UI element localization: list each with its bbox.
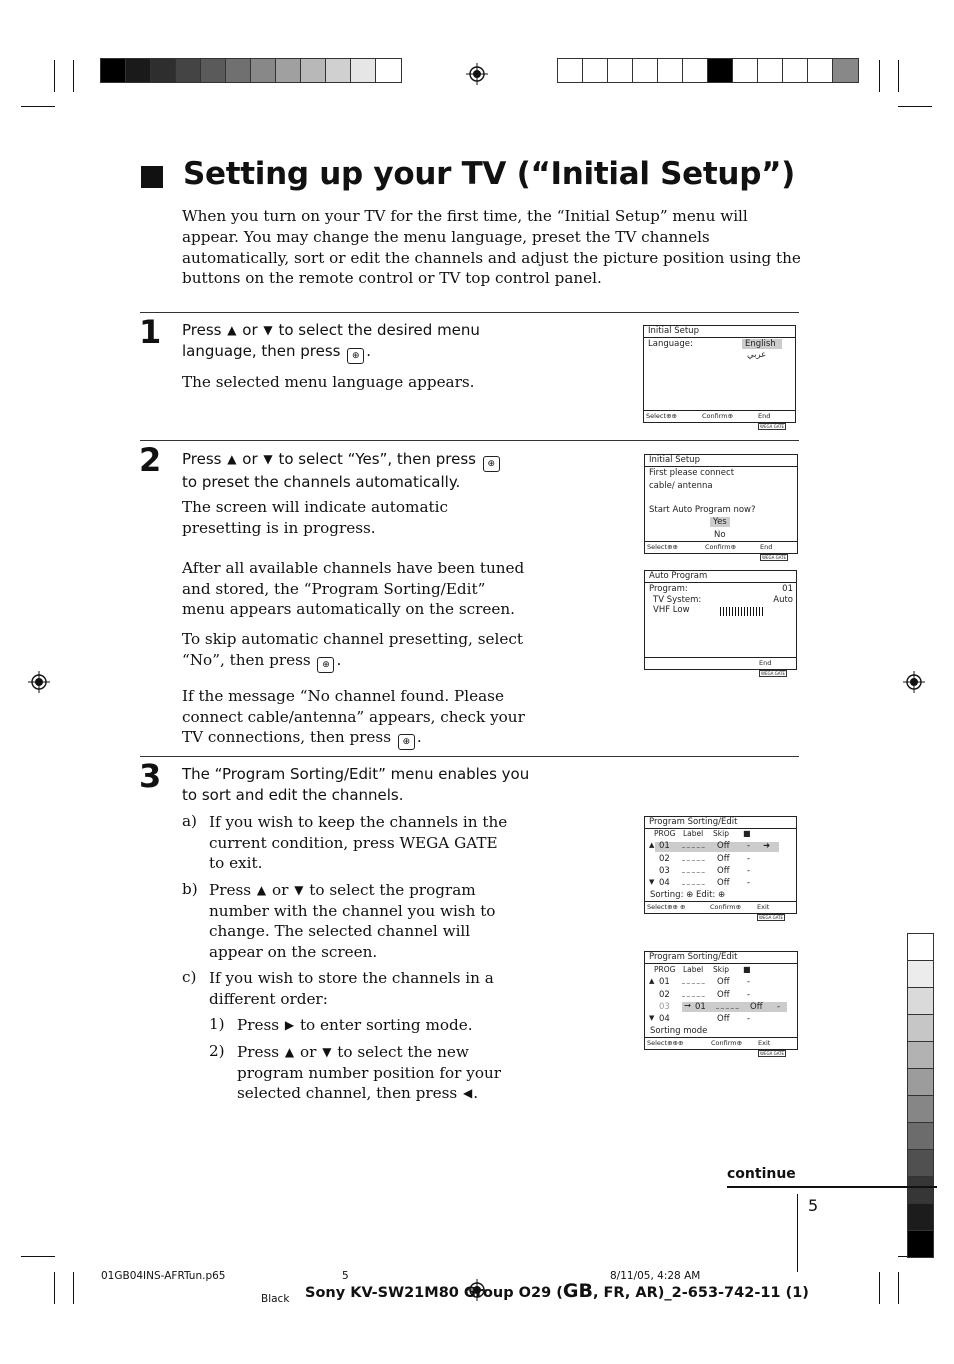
intro-paragraph: When you turn on your TV for the first time, the “Initial Setup” menu will appear. You may change the menu language, preset the TV channels automatically, sort or edit the channels and adjust the picture position using the buttons on the remote control or TV top control panel.	[182, 207, 801, 288]
osd-row-3-prog: 03	[659, 866, 670, 876]
osd-row-3-prog: 03	[659, 1002, 670, 1012]
osd-row-2-dash: -	[747, 990, 751, 1000]
step-1-heading: Press ▲ or ▼ to select the desired menu language, then press ⊕ .	[182, 320, 522, 364]
footer-file: 01GB04INS-AFRTun.p65	[101, 1270, 226, 1282]
divider-3	[140, 756, 799, 757]
osd-footer: EndWEGA GATE	[645, 657, 796, 669]
osd-row-3-skip: Off	[717, 866, 730, 876]
osd-row-4-prog: 04	[659, 878, 670, 888]
enter-button-icon: ⊕	[347, 348, 364, 364]
osd-program-value: 01	[782, 584, 793, 594]
registration-mark-left-icon	[28, 671, 50, 693]
osd-row-2-label: _ _ _ _ _	[682, 854, 705, 861]
right-arrow-icon: ▶	[284, 1018, 295, 1032]
footer-color: Black	[261, 1293, 290, 1305]
lock-icon: ■	[743, 965, 751, 974]
osd-row-4-label: _ _ _ _ _	[682, 878, 705, 885]
osd-footer: Select⊕⊕ Confirm⊕ EndWEGA GATE	[644, 410, 795, 422]
osd-title: Initial Setup	[645, 455, 797, 467]
osd-connect-line-1: First please connect	[649, 468, 735, 478]
step-1-number: 1	[139, 313, 162, 351]
osd-program-sorting-edit	[644, 816, 797, 920]
osd-no-option: No	[714, 530, 726, 540]
up-arrow-icon: ▲	[284, 1045, 295, 1059]
continue-rule	[727, 1186, 937, 1188]
left-arrow-icon: ◀	[463, 1086, 473, 1100]
continue-label: continue	[727, 1166, 796, 1182]
osd-initial-setup-language	[643, 325, 796, 429]
page-number-rule	[797, 1194, 798, 1272]
registration-mark-right-icon	[903, 671, 925, 693]
step-3-c-label: c)	[182, 968, 197, 986]
osd-title: Initial Setup	[644, 326, 795, 338]
enter-button-icon: ⊕	[483, 456, 500, 472]
registration-mark-top-icon	[466, 63, 488, 85]
osd-header-label: Label	[683, 829, 704, 838]
step-3-b-text: Press ▲ or ▼ to select the program number with the channel you wish to change. The selected channel will appear on the screen.	[209, 881, 496, 961]
lock-icon: ■	[743, 829, 751, 838]
osd-row-4-skip: Off	[717, 878, 730, 888]
step-2-p2: After all available channels have been tuned and stored, the “Program Sorting/Edit” menu appears automatically on the screen.	[182, 559, 525, 618]
up-arrow-icon: ▲	[227, 323, 237, 337]
step-3-c2-text: Press ▲ or ▼ to select the new program number position for your selected channel, then press ◀.	[237, 1043, 502, 1102]
osd-row-1-label: _ _ _ _ _	[682, 841, 705, 848]
up-arrow-icon: ▲	[227, 452, 237, 466]
up-arrow-icon: ▲	[256, 883, 267, 897]
step-2-heading: Press ▲ or ▼ to select “Yes”, then press ⊕ to preset the channels automatically.	[182, 449, 527, 493]
step-3-a-label: a)	[182, 812, 197, 830]
osd-footer: Select⊕⊕ Confirm⊕ EndWEGA GATE	[645, 541, 797, 553]
osd-title: Program Sorting/Edit	[645, 817, 796, 829]
osd-row-3-dash: -	[747, 866, 751, 876]
osd-sorting-edit: Sorting: ⊕ Edit: ⊕	[650, 890, 726, 900]
osd-row-2-skip: Off	[717, 990, 730, 1000]
side-grayscale-strip	[907, 933, 934, 1258]
osd-row-4-prog: 04	[659, 1014, 670, 1024]
osd-system-label: TV System:	[653, 595, 702, 605]
osd-language-english: English	[742, 339, 782, 349]
step-2-p4: If the message “No channel found. Please connect cable/antenna” appears, check your TV connections, then press ⊕ .	[182, 686, 527, 750]
left-arrow-icon: ➞	[684, 1001, 692, 1011]
osd-row-3-label: _ _ _ _ _	[682, 866, 705, 873]
step-2-p1: The screen will indicate automatic presetting is in progress.	[182, 498, 448, 537]
osd-progress-fill	[720, 607, 764, 616]
osd-header-skip: Skip	[713, 965, 729, 974]
step-3-number: 3	[139, 757, 162, 795]
down-arrow-icon: ▼	[294, 883, 304, 897]
step-3-a-text: If you wish to keep the channels in the current condition, press WEGA GATE to exit.	[209, 813, 508, 872]
footer-model: Sony KV-SW21M80 Group O29 (GB, FR, AR)_2-653-742-11 (1)	[305, 1280, 809, 1302]
color-bar-left	[100, 58, 402, 83]
osd-row-3-skip: Off	[750, 1002, 763, 1012]
osd-row-1-skip: Off	[717, 841, 730, 851]
osd-sorting-mode: Sorting mode	[650, 1026, 708, 1036]
osd-title: Auto Program	[645, 571, 796, 583]
osd-row-1-prog: 01	[659, 841, 670, 851]
osd-title: Program Sorting/Edit	[645, 952, 797, 964]
step-3-b-label: b)	[182, 880, 198, 898]
footer-date: 8/11/05, 4:28 AM	[610, 1270, 701, 1282]
osd-row-4-dash: -	[747, 1014, 751, 1024]
osd-row-2-skip: Off	[717, 854, 730, 864]
osd-row-3-moved-prog: 01	[695, 1002, 706, 1012]
step-3-c1-label: 1)	[209, 1015, 225, 1033]
osd-header-prog: PROG	[654, 829, 676, 838]
down-selector-icon: ▼	[649, 878, 655, 886]
osd-yes-option: Yes	[710, 517, 730, 527]
step-2-number: 2	[139, 441, 162, 479]
osd-footer: Select⊕⊕⊕ Confirm⊕ ExitWEGA GATE	[645, 1037, 797, 1049]
osd-header-label: Label	[683, 965, 704, 974]
osd-system-value: Auto	[773, 595, 793, 605]
osd-program-label: Program:	[649, 584, 688, 594]
up-selector-icon: ▲	[649, 841, 655, 849]
osd-row-1-dash: -	[747, 977, 751, 987]
step-3-c1-text: Press ▶ to enter sorting mode.	[237, 1016, 473, 1034]
osd-row-3-dash: -	[777, 1002, 781, 1012]
osd-row-4-skip: Off	[717, 1014, 730, 1024]
divider-2	[140, 440, 799, 441]
osd-row-2-dash: -	[747, 854, 751, 864]
osd-progress-bar	[720, 607, 794, 616]
osd-row-1-label: _ _ _ _ _	[682, 977, 705, 984]
osd-connect-line-2: cable/ antenna	[649, 481, 713, 491]
down-arrow-icon: ▼	[263, 452, 273, 466]
osd-row-1-dash: -	[747, 841, 751, 851]
osd-row-2-label: _ _ _ _ _	[682, 990, 705, 997]
step-3-c2-label: 2)	[209, 1042, 225, 1060]
page-title: Setting up your TV (“Initial Setup”)	[183, 156, 796, 192]
osd-program-sorting-mode	[644, 951, 798, 1056]
color-bar-right	[557, 58, 859, 83]
osd-row-2-prog: 02	[659, 990, 670, 1000]
osd-auto-program-progress	[644, 570, 797, 676]
down-arrow-icon: ▼	[263, 323, 273, 337]
step-2-p3: To skip automatic channel presetting, select “No”, then press ⊕ .	[182, 629, 527, 673]
footer-page: 5	[342, 1270, 349, 1282]
osd-header-prog: PROG	[654, 965, 676, 974]
title-square-icon	[141, 166, 163, 188]
osd-row-2-prog: 02	[659, 854, 670, 864]
down-arrow-icon: ▼	[322, 1045, 332, 1059]
osd-language-arabic: عربي	[747, 350, 767, 360]
osd-row-1-skip: Off	[717, 977, 730, 987]
osd-language-label: Language:	[648, 339, 693, 349]
right-arrow-icon: ➜	[763, 841, 771, 851]
osd-initial-setup-auto-program	[644, 454, 798, 560]
divider-1	[140, 312, 799, 313]
enter-button-icon: ⊕	[398, 734, 415, 750]
page-number: 5	[808, 1196, 819, 1215]
osd-row-3-label: _ _ _ _ _	[716, 1002, 739, 1009]
osd-row-4-dash: -	[747, 878, 751, 888]
step-3-heading: The “Program Sorting/Edit” menu enables you to sort and edit the channels.	[182, 765, 530, 804]
osd-footer: Select⊕⊕ ⊕ Confirm⊕ ExitWEGA GATE	[645, 901, 796, 913]
step-3-c-text: If you wish to store the channels in a different order:	[209, 969, 494, 1008]
osd-band-label: VHF Low	[653, 605, 690, 615]
down-selector-icon: ▼	[649, 1014, 655, 1022]
enter-button-icon: ⊕	[317, 657, 334, 673]
osd-row-1-prog: 01	[659, 977, 670, 987]
up-selector-icon: ▲	[649, 977, 655, 985]
osd-start-question: Start Auto Program now?	[649, 505, 756, 515]
step-1-body: The selected menu language appears.	[182, 373, 475, 391]
osd-header-skip: Skip	[713, 829, 729, 838]
